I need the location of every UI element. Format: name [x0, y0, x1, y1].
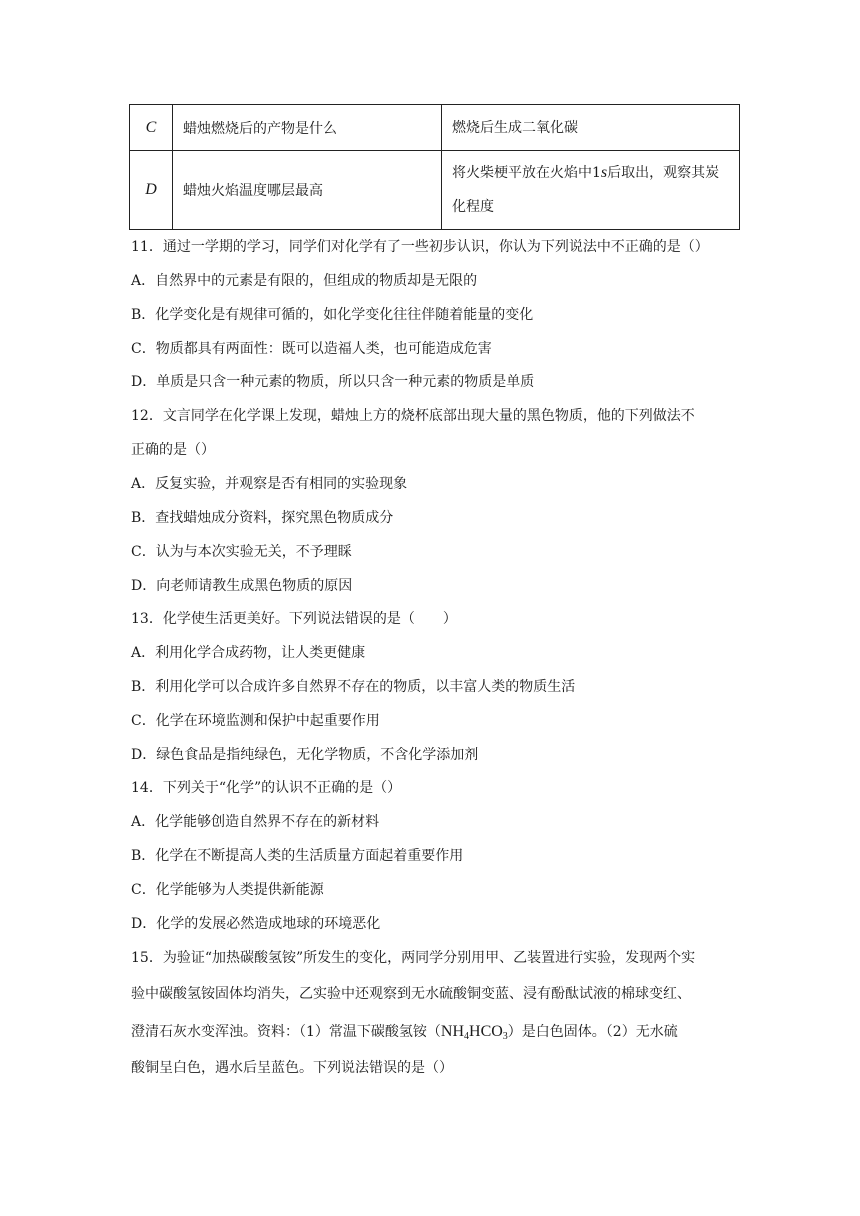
question-12-stem-cont: 正确的是（）	[131, 442, 215, 458]
time-unit: s	[600, 164, 608, 181]
question-11-option-c: C．物质都具有两面性：既可以造福人类，也可能造成危害	[131, 341, 492, 357]
experiment-topic: 蜡烛火焰温度哪层最高	[173, 151, 442, 230]
question-12-option-c: C．认为与本次实验无关，不予理睬	[131, 544, 352, 560]
experiment-method: 燃烧后生成二氧化碳	[442, 105, 740, 151]
question-14-stem: 14．下列关于“化学”的认识不正确的是（）	[131, 780, 402, 796]
question-13-option-b: B．利用化学可以合成许多自然界不存在的物质，以丰富人类的物质生活	[131, 679, 576, 695]
question-13-stem: 13．化学使生活更美好。下列说法错误的是（ ）	[131, 611, 457, 627]
question-14-option-c: C．化学能够为人类提供新能源	[131, 882, 324, 898]
question-11-option-d: D．单质是只含一种元素的物质，所以只含一种元素的物质是单质	[131, 374, 535, 390]
option-letter: C	[130, 105, 173, 151]
question-15-stem-line2: 验中碳酸氢铵固体均消失，乙实验中还观察到无水硫酸铜变蓝、浸有酚酞试液的棉球变红、	[131, 986, 691, 1002]
method-text: 后取出，观察其炭	[607, 165, 720, 181]
question-12-stem: 12．文言同学在化学课上发现，蜡烛上方的烧杯底部出现大量的黑色物质，他的下列做法不	[131, 408, 695, 424]
question-14-option-b: B．化学在不断提高人类的生活质量方面起着重要作用	[131, 848, 464, 864]
question-15-stem-line1: 15．为验证“加热碳酸氢铵”所发生的变化，两同学分别用甲、乙装置进行实验，发现两个实	[131, 950, 696, 966]
chemical-formula: $NH_4HCO_3$	[440, 1023, 508, 1042]
question-15-stem-line3	[131, 1022, 678, 1047]
question-12-option-a: A．反复实验，并观察是否有相同的实验现象	[131, 476, 408, 492]
question-12-option-b: B．查找蜡烛成分资料，探究黑色物质成分	[131, 510, 394, 526]
question-14-option-a: A．化学能够创造自然界不存在的新材料	[131, 814, 380, 830]
table-row	[130, 105, 740, 151]
table-row	[130, 151, 740, 230]
question-11-stem: 11．通过一学期的学习，同学们对化学有了一些初步认识，你认为下列说法中不正确的是（）	[131, 239, 709, 255]
option-letter: D	[130, 151, 173, 230]
question-15-stem-line4: 酸铜呈白色，遇水后呈蓝色。下列说法错误的是（）	[131, 1060, 453, 1076]
question-12-option-d: D．向老师请教生成黑色物质的原因	[131, 578, 353, 594]
experiment-topic: 蜡烛燃烧后的产物是什么	[173, 105, 442, 151]
question-11-option-b: B．化学变化是有规律可循的，如化学变化往往伴随着能量的变化	[131, 307, 534, 323]
question-14-option-d: D．化学的发展必然造成地球的环境恶化	[131, 916, 381, 932]
question-15-text: 澄清石灰水变浑浊。资料：（1）常温下碳酸氢铵（	[131, 1024, 441, 1040]
question-11-option-a: A．自然界中的元素是有限的，但组成的物质却是无限的	[131, 273, 478, 289]
question-15-text: ）是白色固体。（2）无水硫	[507, 1024, 678, 1040]
question-13-option-c: C．化学在环境监测和保护中起重要作用	[131, 713, 380, 729]
question-13-option-a: A．利用化学合成药物，让人类更健康	[131, 645, 366, 661]
method-text: 化程度	[452, 199, 494, 215]
experiment-method	[442, 151, 740, 230]
method-text: 将火柴梗平放在火焰中1	[452, 165, 601, 181]
question-13-option-d: D．绿色食品是指纯绿色，无化学物质，不含化学添加剂	[131, 747, 479, 763]
experiment-table	[129, 104, 740, 230]
